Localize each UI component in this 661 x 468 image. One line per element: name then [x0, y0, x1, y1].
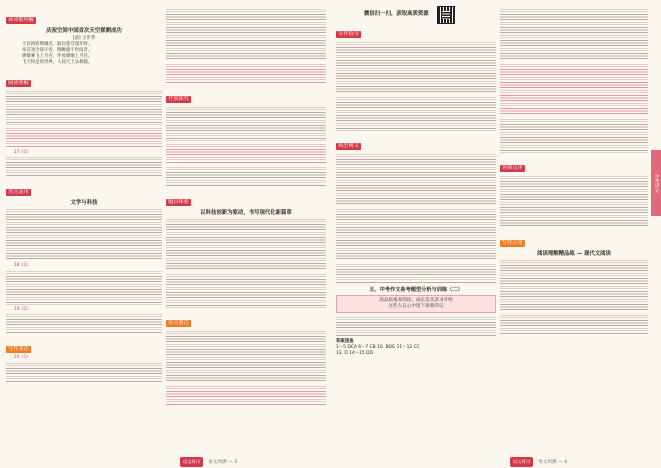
body-text [166, 165, 326, 187]
body-text [336, 207, 496, 261]
side-tab: 中考语文 [651, 150, 661, 216]
body-text [6, 312, 162, 334]
body-text [166, 105, 326, 141]
top-title: 微信扫一扫，获取高质资源 [364, 11, 429, 17]
footer-badge: 语文周刊 [180, 457, 203, 467]
section-tag: 写作表达 [8, 346, 29, 353]
body-text [166, 217, 326, 271]
body-text [336, 315, 496, 337]
sub-title: 阅读理解精品练 — 现代文阅读 [537, 251, 611, 257]
body-text [336, 152, 496, 206]
banner-text: 高品质素养阅读，成长是从读书开始 这些人在心中留下深刻印记 [379, 298, 453, 309]
footer-text: 语文周测 — 4 [538, 460, 568, 465]
footer-badge: 语文周刊 [510, 457, 533, 467]
section-tag: 开放探究 [168, 96, 189, 102]
body-text [6, 361, 162, 383]
question-number: 19. (1) [14, 305, 28, 311]
sub-title: 以科技创新为驱动，书写现代化新篇章 [200, 210, 292, 216]
column-3 [336, 20, 496, 356]
body-text [166, 272, 326, 308]
section-tag: 阅读理解 [8, 80, 29, 86]
question-number: 17. (1) [14, 149, 28, 154]
poem-body: 天宫初转嫦娥近，敢问苍穹漫步时。 举首凌空探宇宙，倒瞰寰宇世间奇。 嫦娥乘飞上月宫，伴看嫦娥上月宫。 飞天终是惊世界，人间天上乐相随。 [22, 42, 93, 65]
body-text [336, 262, 496, 284]
footer-left [180, 457, 237, 467]
column-1 [6, 6, 162, 384]
section-tag: 语言运用 [8, 189, 29, 196]
column-4 [500, 6, 648, 336]
footer-text: 语文周测 — 3 [208, 460, 238, 465]
body-text [6, 269, 162, 305]
highlight-text [6, 126, 162, 148]
footer-right [510, 457, 567, 467]
sub-title: 文学与科技 [70, 200, 98, 207]
body-text [336, 40, 496, 94]
body-text [6, 155, 162, 177]
banner [336, 295, 496, 313]
question-number: 20. (1) [14, 354, 28, 360]
poem-title: 庆祝空间中国首次天空探测成功 [46, 28, 122, 34]
highlight-text [166, 142, 326, 164]
poem-author: [清] 王步华 [72, 36, 96, 41]
body-text [500, 174, 648, 228]
section-tag: 写作指导 [338, 31, 359, 37]
column-2 [166, 6, 326, 407]
answer-key: 1～5 DCA 6～7 CB 10. BDG 11～12 CC 13. D 14～15 DD [336, 345, 420, 356]
section-tag: 题目体验 [168, 199, 189, 205]
question-number: 18. (1) [14, 262, 28, 268]
body-text [6, 89, 162, 125]
section-tag: 典型例文 [338, 143, 359, 149]
section-tag: 语言表达 [168, 320, 189, 326]
body-text [166, 7, 326, 61]
body-text [336, 95, 496, 131]
body-text [6, 207, 162, 261]
body-text [500, 7, 648, 61]
answer-key-title: 答案速查 [336, 339, 354, 344]
section-tag: 读诗歌理解 [8, 17, 34, 23]
body-text [500, 313, 648, 335]
highlight-text [166, 384, 326, 406]
body-text [500, 117, 648, 153]
section-tag: 名师点评 [502, 165, 523, 171]
section-heading: 五、中考作文备考题型分析与训练（二） [369, 287, 463, 293]
highlight-text [500, 62, 648, 116]
highlight-text [166, 62, 326, 84]
body-text [500, 258, 648, 312]
body-text [166, 329, 326, 383]
section-tag: 写作示范 [502, 240, 523, 246]
